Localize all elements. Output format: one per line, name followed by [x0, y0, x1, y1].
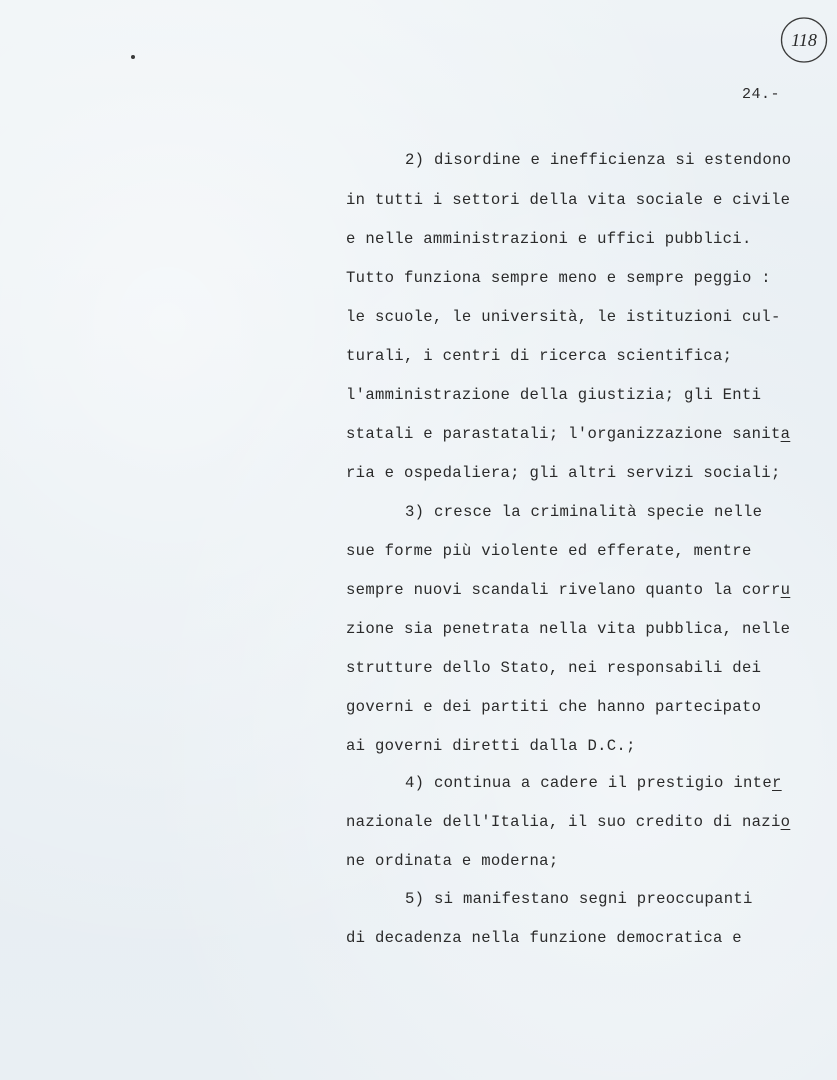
text-line: ai governi diretti dalla D.C.; [346, 737, 636, 755]
text-line: in tutti i settori della vita sociale e civile [346, 191, 791, 209]
text-line: zione sia penetrata nella vita pubblica, nelle [346, 620, 791, 638]
text-line: e nelle amministrazioni e uffici pubblici. [346, 230, 752, 248]
text-line-part: nazionale dell'Italia, il suo credito di nazi [346, 813, 781, 831]
text-line: 2) disordine e inefficienza si estendono [405, 151, 792, 169]
text-line [346, 812, 790, 832]
text-line-part: 4) continua a cadere il prestigio inte [405, 774, 772, 792]
text-line: ne ordinata e moderna; [346, 852, 559, 870]
text-line: ria e ospedaliera; gli altri servizi sociali; [346, 464, 781, 482]
text-line: sue forme più violente ed efferate, mentre [346, 542, 752, 560]
text-line [346, 424, 790, 444]
underlined-letter: o [780, 813, 791, 831]
underlined-letter: r [772, 774, 782, 792]
text-line: le scuole, le università, le istituzioni cul- [346, 308, 781, 326]
text-line-part: sempre nuovi scandali rivelano quanto la corr [346, 581, 781, 599]
page-number: 24.- [742, 86, 781, 103]
text-line-part: statali e parastatali; l'organizzazione sanit [346, 425, 781, 443]
archive-stamp-number: 118 [791, 30, 817, 50]
text-line [405, 773, 782, 793]
text-line: strutture dello Stato, nei responsabili dei [346, 659, 762, 677]
text-line: turali, i centri di ricerca scientifica; [346, 347, 733, 365]
text-line [346, 580, 790, 600]
text-line: 5) si manifestano segni preoccupanti [405, 890, 753, 908]
text-line: di decadenza nella funzione democratica e [346, 929, 742, 947]
text-line: governi e dei partiti che hanno partecipato [346, 698, 762, 716]
text-line: 3) cresce la criminalità specie nelle [405, 503, 763, 521]
text-line: l'amministrazione della giustizia; gli Enti [346, 386, 762, 404]
text-line: Tutto funziona sempre meno e sempre peggio : [346, 269, 771, 287]
underlined-letter: u [780, 581, 791, 599]
underlined-letter: a [780, 425, 791, 443]
